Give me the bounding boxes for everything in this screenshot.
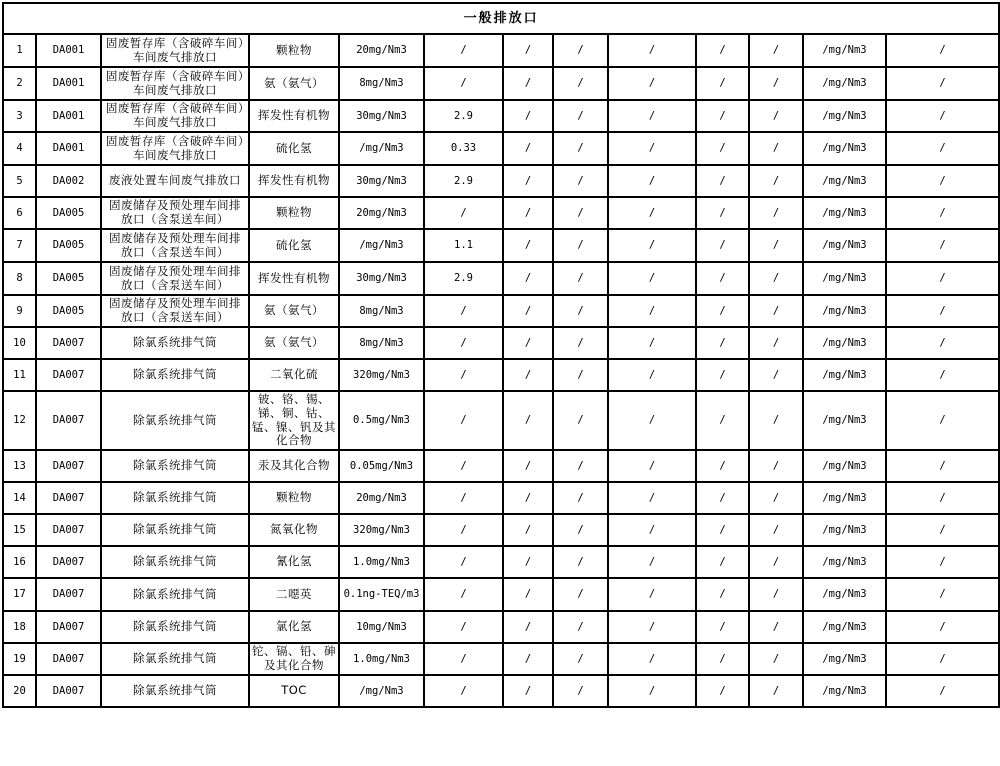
outlet-code-cell: DA007: [36, 643, 101, 675]
pollutant-cell: 二氧化硫: [249, 359, 339, 391]
outlet-code-cell: DA001: [36, 34, 101, 67]
row-number-cell: 17: [3, 578, 36, 611]
monitor-value-cell: /: [424, 482, 503, 514]
outlet-code-cell: DA007: [36, 482, 101, 514]
limit-value-cell: 8mg/Nm3: [339, 327, 424, 359]
unit-cell: /mg/Nm3: [803, 391, 886, 450]
slash-cell-3: /: [608, 165, 696, 197]
source-name-cell: 除氯系统排气筒: [101, 482, 249, 514]
outlet-code-cell: DA007: [36, 514, 101, 546]
source-name-cell: 固废储存及预处理车间排放口（含泵送车间）: [101, 262, 249, 295]
slash-cell-1: /: [503, 391, 553, 450]
slash-cell-4: /: [696, 675, 749, 707]
unit-cell: /mg/Nm3: [803, 482, 886, 514]
pollutant-cell: 氨（氨气）: [249, 295, 339, 327]
slash-cell-3: /: [608, 132, 696, 165]
slash-cell-4: /: [696, 578, 749, 611]
slash-cell-5: /: [749, 197, 803, 229]
slash-cell-5: /: [749, 327, 803, 359]
slash-cell-1: /: [503, 197, 553, 229]
monitor-value-cell: 0.33: [424, 132, 503, 165]
slash-cell-1: /: [503, 578, 553, 611]
slash-cell-5: /: [749, 514, 803, 546]
limit-value-cell: 1.0mg/Nm3: [339, 546, 424, 578]
source-name-cell: 除氯系统排气筒: [101, 546, 249, 578]
source-name-cell: 固废储存及预处理车间排放口（含泵送车间）: [101, 197, 249, 229]
slash-cell-1: /: [503, 546, 553, 578]
table-row: [3, 578, 999, 611]
monitor-value-cell: 2.9: [424, 100, 503, 132]
pollutant-cell: 氨（氨气）: [249, 67, 339, 100]
slash-cell-3: /: [608, 327, 696, 359]
slash-cell-4: /: [696, 482, 749, 514]
slash-cell-2: /: [553, 611, 608, 643]
slash-cell-3: /: [608, 229, 696, 262]
slash-cell-4: /: [696, 643, 749, 675]
slash-cell-2: /: [553, 229, 608, 262]
unit-cell: /mg/Nm3: [803, 514, 886, 546]
slash-cell-1: /: [503, 359, 553, 391]
pollutant-cell: 硫化氢: [249, 229, 339, 262]
slash-cell-4: /: [696, 262, 749, 295]
slash-cell-2: /: [553, 578, 608, 611]
outlet-code-cell: DA007: [36, 675, 101, 707]
slash-cell-1: /: [503, 132, 553, 165]
slash-cell-4: /: [696, 165, 749, 197]
slash-cell-5: /: [749, 359, 803, 391]
table-row: [3, 165, 999, 197]
slash-cell-3: /: [608, 100, 696, 132]
monitor-value-cell: /: [424, 675, 503, 707]
table-row: [3, 295, 999, 327]
slash-cell-1: /: [503, 165, 553, 197]
row-number-cell: 5: [3, 165, 36, 197]
row-number-cell: 3: [3, 100, 36, 132]
row-number-cell: 15: [3, 514, 36, 546]
slash-cell-1: /: [503, 450, 553, 482]
monitor-value-cell: 2.9: [424, 165, 503, 197]
limit-value-cell: 0.05mg/Nm3: [339, 450, 424, 482]
limit-value-cell: 8mg/Nm3: [339, 67, 424, 100]
slash-cell-3: /: [608, 611, 696, 643]
slash-cell-2: /: [553, 675, 608, 707]
slash-cell-5: /: [749, 67, 803, 100]
row-number-cell: 18: [3, 611, 36, 643]
pollutant-cell: 氮氧化物: [249, 514, 339, 546]
slash-cell-1: /: [503, 262, 553, 295]
slash-cell-2: /: [553, 132, 608, 165]
limit-value-cell: 0.5mg/Nm3: [339, 391, 424, 450]
slash-cell-3: /: [608, 67, 696, 100]
unit-cell: /mg/Nm3: [803, 197, 886, 229]
slash-cell-3: /: [608, 262, 696, 295]
outlet-code-cell: DA007: [36, 327, 101, 359]
slash-cell-5: /: [749, 450, 803, 482]
table-row: [3, 262, 999, 295]
table-row: [3, 197, 999, 229]
source-name-cell: 除氯系统排气筒: [101, 611, 249, 643]
slash-cell-1: /: [503, 514, 553, 546]
source-name-cell: 固废暂存库（含破碎车间）车间废气排放口: [101, 34, 249, 67]
monitor-value-cell: /: [424, 34, 503, 67]
slash-cell-3: /: [608, 359, 696, 391]
slash-cell-6: /: [886, 165, 999, 197]
slash-cell-4: /: [696, 391, 749, 450]
limit-value-cell: 320mg/Nm3: [339, 514, 424, 546]
unit-cell: /mg/Nm3: [803, 450, 886, 482]
pollutant-cell: 氰化氢: [249, 546, 339, 578]
slash-cell-5: /: [749, 295, 803, 327]
slash-cell-5: /: [749, 578, 803, 611]
unit-cell: /mg/Nm3: [803, 229, 886, 262]
slash-cell-6: /: [886, 197, 999, 229]
monitor-value-cell: /: [424, 391, 503, 450]
unit-cell: /mg/Nm3: [803, 546, 886, 578]
slash-cell-6: /: [886, 611, 999, 643]
slash-cell-5: /: [749, 132, 803, 165]
slash-cell-2: /: [553, 482, 608, 514]
unit-cell: /mg/Nm3: [803, 295, 886, 327]
slash-cell-3: /: [608, 391, 696, 450]
slash-cell-2: /: [553, 295, 608, 327]
table-row: [3, 450, 999, 482]
slash-cell-2: /: [553, 643, 608, 675]
slash-cell-6: /: [886, 450, 999, 482]
limit-value-cell: 20mg/Nm3: [339, 34, 424, 67]
slash-cell-4: /: [696, 450, 749, 482]
unit-cell: /mg/Nm3: [803, 643, 886, 675]
unit-cell: /mg/Nm3: [803, 67, 886, 100]
monitor-value-cell: /: [424, 295, 503, 327]
slash-cell-2: /: [553, 514, 608, 546]
slash-cell-5: /: [749, 611, 803, 643]
slash-cell-6: /: [886, 327, 999, 359]
slash-cell-6: /: [886, 132, 999, 165]
slash-cell-2: /: [553, 450, 608, 482]
slash-cell-3: /: [608, 514, 696, 546]
source-name-cell: 除氯系统排气筒: [101, 514, 249, 546]
limit-value-cell: 320mg/Nm3: [339, 359, 424, 391]
table-row: [3, 229, 999, 262]
table-row: [3, 675, 999, 707]
slash-cell-3: /: [608, 450, 696, 482]
slash-cell-1: /: [503, 295, 553, 327]
row-number-cell: 6: [3, 197, 36, 229]
source-name-cell: 固废暂存库（含破碎车间）车间废气排放口: [101, 100, 249, 132]
slash-cell-6: /: [886, 514, 999, 546]
source-name-cell: 固废储存及预处理车间排放口（含泵送车间）: [101, 295, 249, 327]
slash-cell-1: /: [503, 675, 553, 707]
pollutant-cell: 氯化氢: [249, 611, 339, 643]
limit-value-cell: 10mg/Nm3: [339, 611, 424, 643]
row-number-cell: 14: [3, 482, 36, 514]
slash-cell-1: /: [503, 100, 553, 132]
unit-cell: /mg/Nm3: [803, 165, 886, 197]
limit-value-cell: 30mg/Nm3: [339, 262, 424, 295]
slash-cell-4: /: [696, 611, 749, 643]
limit-value-cell: 0.1ng-TEQ/m3: [339, 578, 424, 611]
limit-value-cell: /mg/Nm3: [339, 229, 424, 262]
table-row: [3, 514, 999, 546]
slash-cell-2: /: [553, 262, 608, 295]
monitor-value-cell: /: [424, 327, 503, 359]
table-row: [3, 100, 999, 132]
slash-cell-2: /: [553, 546, 608, 578]
slash-cell-6: /: [886, 675, 999, 707]
outlet-code-cell: DA005: [36, 295, 101, 327]
slash-cell-1: /: [503, 327, 553, 359]
row-number-cell: 13: [3, 450, 36, 482]
general-outlets-table: [2, 2, 1000, 708]
table-body: [3, 3, 999, 707]
source-name-cell: 固废暂存库（含破碎车间）车间废气排放口: [101, 67, 249, 100]
pollutant-cell: 氨（氨气）: [249, 327, 339, 359]
row-number-cell: 10: [3, 327, 36, 359]
slash-cell-4: /: [696, 295, 749, 327]
outlet-code-cell: DA001: [36, 132, 101, 165]
slash-cell-1: /: [503, 482, 553, 514]
slash-cell-5: /: [749, 229, 803, 262]
source-name-cell: 除氯系统排气筒: [101, 450, 249, 482]
source-name-cell: 除氯系统排气筒: [101, 359, 249, 391]
outlet-code-cell: DA007: [36, 578, 101, 611]
slash-cell-6: /: [886, 295, 999, 327]
outlet-code-cell: DA005: [36, 229, 101, 262]
source-name-cell: 除氯系统排气筒: [101, 578, 249, 611]
slash-cell-6: /: [886, 359, 999, 391]
table-row: [3, 482, 999, 514]
limit-value-cell: 1.0mg/Nm3: [339, 643, 424, 675]
slash-cell-2: /: [553, 165, 608, 197]
unit-cell: /mg/Nm3: [803, 262, 886, 295]
slash-cell-6: /: [886, 229, 999, 262]
outlet-code-cell: DA007: [36, 359, 101, 391]
table-row: [3, 391, 999, 450]
slash-cell-5: /: [749, 546, 803, 578]
slash-cell-4: /: [696, 514, 749, 546]
slash-cell-6: /: [886, 67, 999, 100]
outlet-code-cell: DA002: [36, 165, 101, 197]
slash-cell-5: /: [749, 34, 803, 67]
pollutant-cell: 挥发性有机物: [249, 262, 339, 295]
row-number-cell: 2: [3, 67, 36, 100]
slash-cell-3: /: [608, 675, 696, 707]
table-row: [3, 611, 999, 643]
slash-cell-3: /: [608, 482, 696, 514]
pollutant-cell: 颗粒物: [249, 34, 339, 67]
row-number-cell: 11: [3, 359, 36, 391]
slash-cell-3: /: [608, 578, 696, 611]
slash-cell-4: /: [696, 546, 749, 578]
slash-cell-6: /: [886, 262, 999, 295]
slash-cell-5: /: [749, 675, 803, 707]
source-name-cell: 除氯系统排气筒: [101, 327, 249, 359]
slash-cell-3: /: [608, 546, 696, 578]
monitor-value-cell: /: [424, 643, 503, 675]
slash-cell-6: /: [886, 578, 999, 611]
slash-cell-1: /: [503, 67, 553, 100]
slash-cell-6: /: [886, 546, 999, 578]
outlet-code-cell: DA001: [36, 67, 101, 100]
unit-cell: /mg/Nm3: [803, 132, 886, 165]
slash-cell-3: /: [608, 34, 696, 67]
row-number-cell: 9: [3, 295, 36, 327]
table-row: [3, 34, 999, 67]
unit-cell: /mg/Nm3: [803, 100, 886, 132]
limit-value-cell: 30mg/Nm3: [339, 165, 424, 197]
title-row: [3, 3, 999, 34]
source-name-cell: 固废暂存库（含破碎车间）车间废气排放口: [101, 132, 249, 165]
pollutant-cell: 挥发性有机物: [249, 165, 339, 197]
pollutant-cell: 二噁英: [249, 578, 339, 611]
pollutant-cell: 挥发性有机物: [249, 100, 339, 132]
limit-value-cell: /mg/Nm3: [339, 132, 424, 165]
pollutant-cell: TOC: [249, 675, 339, 707]
slash-cell-3: /: [608, 295, 696, 327]
slash-cell-5: /: [749, 391, 803, 450]
slash-cell-5: /: [749, 262, 803, 295]
pollutant-cell: 颗粒物: [249, 482, 339, 514]
slash-cell-1: /: [503, 611, 553, 643]
source-name-cell: 除氯系统排气筒: [101, 675, 249, 707]
unit-cell: /mg/Nm3: [803, 675, 886, 707]
slash-cell-6: /: [886, 100, 999, 132]
pollutant-cell: 汞及其化合物: [249, 450, 339, 482]
slash-cell-2: /: [553, 34, 608, 67]
unit-cell: /mg/Nm3: [803, 578, 886, 611]
slash-cell-4: /: [696, 100, 749, 132]
slash-cell-2: /: [553, 100, 608, 132]
slash-cell-4: /: [696, 67, 749, 100]
slash-cell-4: /: [696, 34, 749, 67]
monitor-value-cell: 1.1: [424, 229, 503, 262]
slash-cell-4: /: [696, 197, 749, 229]
slash-cell-4: /: [696, 229, 749, 262]
slash-cell-6: /: [886, 482, 999, 514]
outlet-code-cell: DA007: [36, 391, 101, 450]
table-row: [3, 327, 999, 359]
slash-cell-4: /: [696, 327, 749, 359]
table-row: [3, 546, 999, 578]
monitor-value-cell: /: [424, 359, 503, 391]
slash-cell-6: /: [886, 34, 999, 67]
slash-cell-3: /: [608, 197, 696, 229]
slash-cell-4: /: [696, 132, 749, 165]
outlet-code-cell: DA005: [36, 197, 101, 229]
slash-cell-4: /: [696, 359, 749, 391]
pollutant-cell: 硫化氢: [249, 132, 339, 165]
slash-cell-6: /: [886, 643, 999, 675]
outlet-code-cell: DA001: [36, 100, 101, 132]
slash-cell-5: /: [749, 643, 803, 675]
limit-value-cell: /mg/Nm3: [339, 675, 424, 707]
monitor-value-cell: /: [424, 546, 503, 578]
monitor-value-cell: 2.9: [424, 262, 503, 295]
pollutant-cell: 铍、铬、锡、锑、铜、钴、锰、镍、钒及其化合物: [249, 391, 339, 450]
table-row: [3, 67, 999, 100]
slash-cell-2: /: [553, 359, 608, 391]
row-number-cell: 4: [3, 132, 36, 165]
slash-cell-1: /: [503, 643, 553, 675]
slash-cell-1: /: [503, 229, 553, 262]
slash-cell-5: /: [749, 482, 803, 514]
monitor-value-cell: /: [424, 578, 503, 611]
limit-value-cell: 20mg/Nm3: [339, 197, 424, 229]
unit-cell: /mg/Nm3: [803, 611, 886, 643]
slash-cell-2: /: [553, 67, 608, 100]
slash-cell-1: /: [503, 34, 553, 67]
slash-cell-5: /: [749, 100, 803, 132]
monitor-value-cell: /: [424, 611, 503, 643]
limit-value-cell: 8mg/Nm3: [339, 295, 424, 327]
slash-cell-2: /: [553, 391, 608, 450]
row-number-cell: 20: [3, 675, 36, 707]
row-number-cell: 7: [3, 229, 36, 262]
unit-cell: /mg/Nm3: [803, 359, 886, 391]
outlet-code-cell: DA005: [36, 262, 101, 295]
monitor-value-cell: /: [424, 197, 503, 229]
row-number-cell: 1: [3, 34, 36, 67]
source-name-cell: 除氯系统排气筒: [101, 643, 249, 675]
monitor-value-cell: /: [424, 514, 503, 546]
table-row: [3, 359, 999, 391]
pollutant-cell: 铊、镉、铅、砷及其化合物: [249, 643, 339, 675]
row-number-cell: 12: [3, 391, 36, 450]
monitor-value-cell: /: [424, 67, 503, 100]
slash-cell-2: /: [553, 327, 608, 359]
source-name-cell: 废液处置车间废气排放口: [101, 165, 249, 197]
outlet-code-cell: DA007: [36, 450, 101, 482]
slash-cell-6: /: [886, 391, 999, 450]
outlet-code-cell: DA007: [36, 546, 101, 578]
monitor-value-cell: /: [424, 450, 503, 482]
table-row: [3, 643, 999, 675]
outlet-code-cell: DA007: [36, 611, 101, 643]
slash-cell-3: /: [608, 643, 696, 675]
limit-value-cell: 30mg/Nm3: [339, 100, 424, 132]
row-number-cell: 19: [3, 643, 36, 675]
source-name-cell: 除氯系统排气筒: [101, 391, 249, 450]
unit-cell: /mg/Nm3: [803, 34, 886, 67]
row-number-cell: 16: [3, 546, 36, 578]
slash-cell-2: /: [553, 197, 608, 229]
row-number-cell: 8: [3, 262, 36, 295]
table-title: 一般排放口: [3, 3, 999, 34]
pollutant-cell: 颗粒物: [249, 197, 339, 229]
unit-cell: /mg/Nm3: [803, 327, 886, 359]
source-name-cell: 固废储存及预处理车间排放口（含泵送车间）: [101, 229, 249, 262]
limit-value-cell: 20mg/Nm3: [339, 482, 424, 514]
table-row: [3, 132, 999, 165]
slash-cell-5: /: [749, 165, 803, 197]
